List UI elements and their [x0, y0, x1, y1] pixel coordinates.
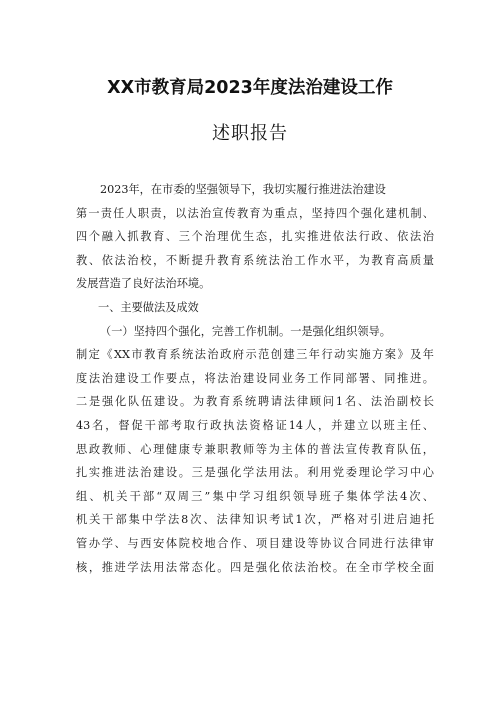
text-line: 发展营造了良好法治环境。: [76, 277, 211, 291]
text-line: 核，推进学法用法常态化。四是强化依法治校。在全市学校全面: [76, 560, 434, 574]
text-line: 思政教师、心理健康专兼职教师等为主体的普法宣传教育队伍，: [76, 442, 434, 456]
text-line: 组、机关干部“双周三”集中学习组织领导班子集体学法4次、: [76, 489, 434, 503]
paragraph-intro: [76, 178, 434, 296]
text-line: 制定《XX市教育系统法治政府示范创建三年行动实施方案》及年: [76, 348, 434, 362]
text-line: 管办学、与西安体院校地合作、项目建设等协议合同进行法律审: [76, 536, 434, 550]
text-line: 教、依法治校，不断提升教育系统法治工作水平，为教育高质量: [76, 253, 434, 267]
text-line: 扎实推进法治建设。三是强化学法用法。利用党委理论学习中心: [76, 466, 434, 480]
paragraph-measures: [76, 320, 434, 580]
text-line: 机关干部集中学法8次、法律知识考试1次，严格对引进启迪托: [76, 513, 434, 527]
document-body: [76, 178, 434, 579]
text-line: 度法治建设工作要点，将法治建设同业务工作同部署、同推进。: [76, 371, 434, 385]
text-line: 2023年，在市委的坚强领导下，我切实履行推进法治建设: [100, 183, 386, 196]
text-line: 四个融入抓教育、三个治理优生态，扎实推进依法行政、依法治: [76, 230, 434, 244]
text-line: 二是强化队伍建设。为教育系统聘请法律顾问1名、法治副校长: [76, 395, 434, 409]
section-heading: 一、主要做法及成效: [98, 300, 199, 314]
text-line: （一）坚持四个强化，完善工作机制。一是强化组织领导。: [100, 324, 391, 338]
text-line: 43名，督促干部考取行政执法资格证14人，并建立以班主任、: [76, 418, 434, 432]
document-title-line2: 述职报告: [212, 123, 288, 144]
document-title-line1: XX市教育局2023年度法治建设工作: [107, 78, 393, 98]
text-line: 第一责任人职责，以法治宣传教育为重点，坚持四个强化建机制、: [76, 206, 434, 220]
